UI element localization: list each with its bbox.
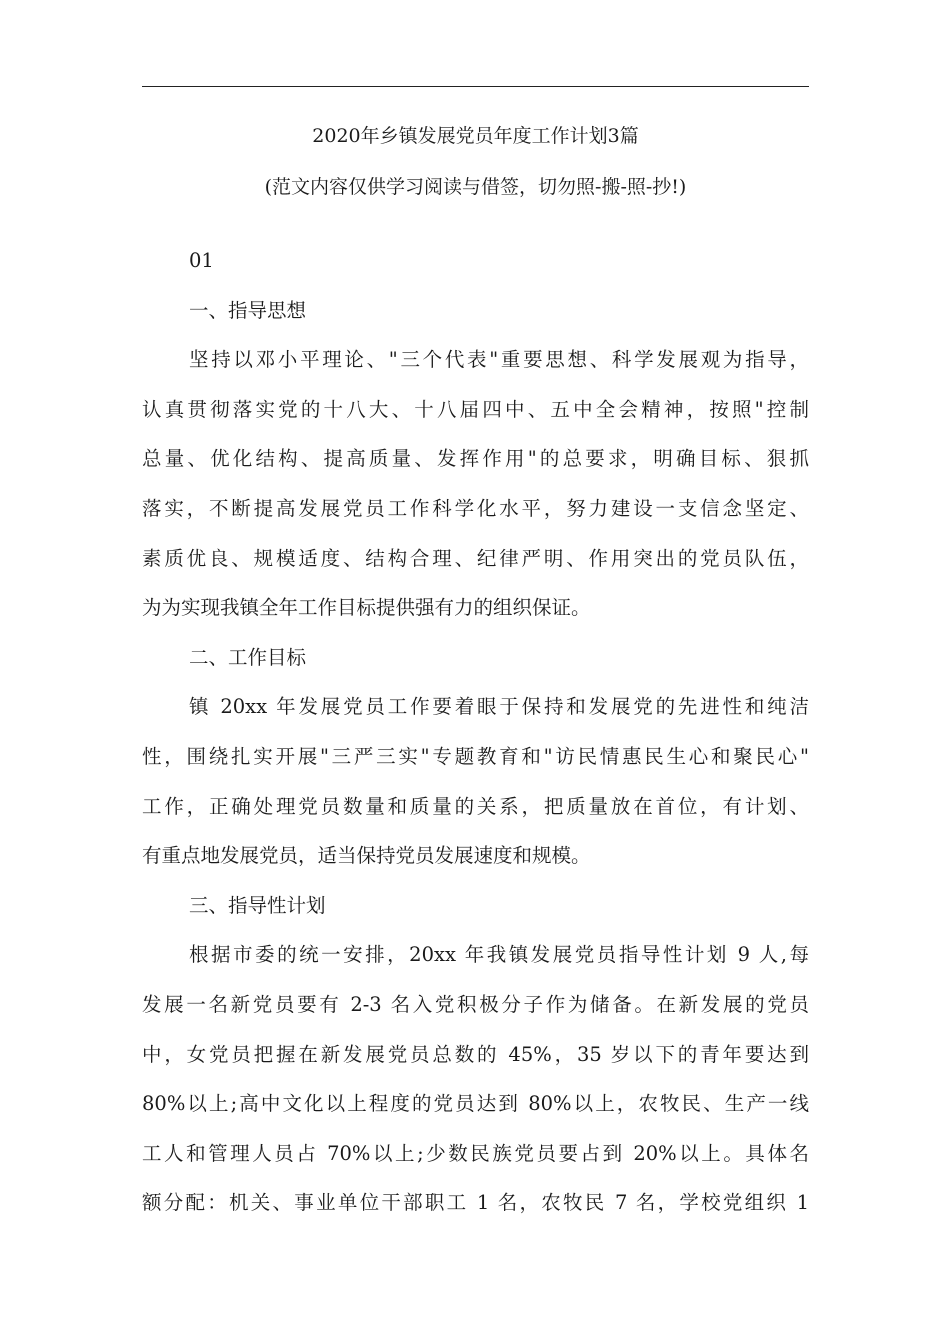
document-title: 2020年乡镇发展党员年度工作计划3篇 [312,125,639,147]
paragraph-line: 80%以上;高中文化以上程度的党员达到 80%以上，农牧民、生产一线 [142,1092,809,1116]
paragraph-line: 工作，正确处理党员数量和质量的关系，把质量放在首位，有计划、 [142,794,809,818]
section-number: 01 [189,249,214,272]
paragraph-line: 素质优良、规模适度、结构合理、纪律严明、作用突出的党员队伍， [142,546,809,570]
paragraph-line: 额分配：机关、事业单位干部职工 1 名，农牧民 7 名，学校党组织 1 [142,1191,809,1215]
section-heading-work-goals: 二、工作目标 [189,645,307,669]
paragraph-line: 发展一名新党员要有 2-3 名入党积极分子作为储备。在新发展的党员 [142,992,809,1016]
section-heading-guiding-plan: 三、指导性计划 [189,893,326,917]
document-subtitle: (范文内容仅供学习阅读与借签，切勿照-搬-照-抄!) [264,176,687,198]
paragraph-line: 工人和管理人员占 70%以上;少数民族党员要占到 20%以上。具体名 [142,1141,809,1165]
paragraph-line: 性，围绕扎实开展"三严三实"专题教育和"访民情惠民生心和聚民心" [142,744,809,768]
paragraph-line: 中，女党员把握在新发展党员总数的 45%，35 岁以下的青年要达到 [142,1042,809,1066]
paragraph-line: 认真贯彻落实党的十八大、十八届四中、五中全会精神，按照"控制 [142,397,809,421]
paragraph-line: 为为实现我镇全年工作目标提供强有力的组织保证。 [142,596,591,620]
paragraph-line: 镇 20xx 年发展党员工作要着眼于保持和发展党的先进性和纯洁 [189,695,809,719]
paragraph-line: 有重点地发展党员，适当保持党员发展速度和规模。 [142,844,591,868]
section-heading-guiding-ideology: 一、指导思想 [189,298,307,322]
paragraph-line: 根据市委的统一安排，20xx 年我镇发展党员指导性计划 9 人,每 [189,943,809,967]
header-rule [142,86,809,87]
paragraph-line: 落实，不断提高发展党员工作科学化水平，努力建设一支信念坚定、 [142,496,809,520]
paragraph-line: 总量、优化结构、提高质量、发挥作用"的总要求，明确目标、狠抓 [142,447,809,471]
document-body [142,236,809,1228]
paragraph-line: 坚持以邓小平理论、"三个代表"重要思想、科学发展观为指导， [189,348,809,372]
